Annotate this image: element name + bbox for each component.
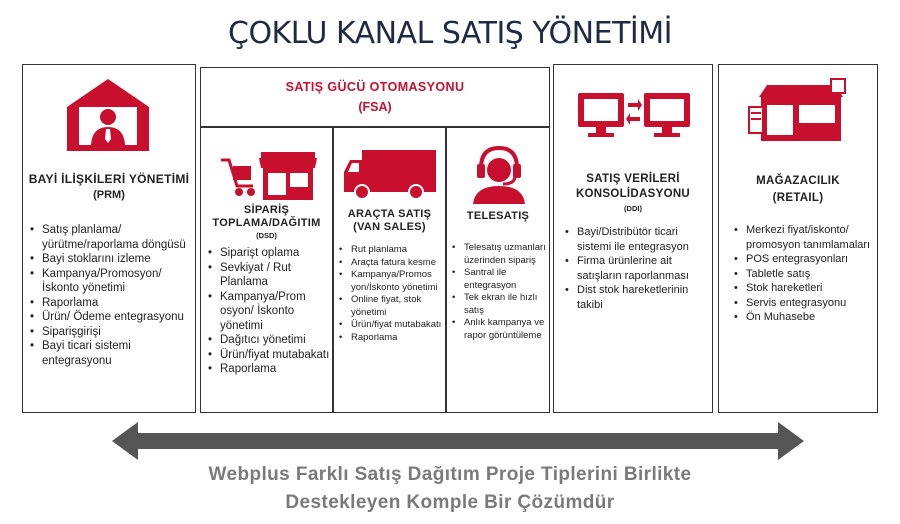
retail-subtitle: (RETAIL): [772, 192, 824, 204]
prm-panel: [22, 64, 196, 413]
list-item: • Merkezi fiyat/iskonto/ promosyon tanımlamaları: [733, 223, 877, 252]
list-item: • Ürün/fiyat mutabakatı: [207, 348, 331, 363]
van-list: [338, 244, 446, 344]
ddi-panel: [553, 64, 713, 413]
list-item: • Anlık kampanya ve rapor görüntüleme: [451, 317, 549, 342]
ddi-subtitle: (DDI): [624, 204, 642, 213]
retail-panel: [718, 64, 878, 413]
list-item: • Online fiyat, stok yönetimi: [338, 294, 446, 319]
van-subtitle: (VAN SALES): [353, 221, 426, 233]
list-item: • Kampanya/Promosyon/ İskonto yönetimi: [29, 267, 189, 296]
list-item: • Tabletle satış: [733, 267, 877, 282]
prm-title: BAYİ İLİŞKİLERİ YÖNETİMİ: [28, 172, 190, 186]
list-item: • Ürün/fiyat mutabakatı: [338, 319, 446, 332]
tele-panel: [446, 127, 550, 413]
prm-list: [29, 223, 189, 368]
list-item: • Raporlama: [29, 296, 189, 311]
prm-subtitle: (PRM): [93, 189, 125, 201]
list-item: • Ürün/ Ödeme entegrasyonu: [29, 310, 189, 325]
list-item: • Bayi ticari sistemi entegrasyonu: [29, 339, 189, 368]
ddi-title-line2: KONSOLİDASYONU: [575, 188, 691, 200]
list-item: • Stok hareketleri: [733, 281, 877, 296]
list-item: • POS entegrasyonları: [733, 252, 877, 267]
double-arrow-icon: [112, 420, 804, 462]
van-title: ARAÇTA SATIŞ: [347, 208, 432, 220]
list-item: • Rut planlama: [338, 244, 446, 257]
retail-list: [733, 223, 877, 325]
list-item: • Sevkiyat / Rut Planlama: [207, 261, 331, 290]
tele-list: [451, 242, 549, 342]
list-item: • Servis entegrasyonu: [733, 296, 877, 311]
list-item: • Tek ekran ile hızlı satış: [451, 292, 549, 317]
dsd-list: [207, 246, 331, 377]
page-title: ÇOKLU KANAL SATIŞ YÖNETİMİ: [228, 16, 672, 51]
retail-store-icon: [747, 77, 851, 143]
fsa-header: [200, 67, 550, 127]
dsd-title-line1: SİPARİŞ: [243, 204, 290, 216]
list-item: • Raporlama: [338, 332, 446, 345]
list-item: • Araçta fatura kesme: [338, 257, 446, 270]
fsa-subtitle: (FSA): [358, 100, 392, 114]
list-item: • Kampanya/Prom osyon/ İskonto yönetimi: [207, 290, 331, 334]
store-cart-icon: [219, 146, 317, 202]
list-item: • Raporlama: [207, 362, 331, 377]
list-item: • Kampanya/Promos yon/İskonto yönetimi: [338, 269, 446, 294]
list-item: • Santral ile entegrasyon: [451, 267, 549, 292]
list-item: • Firma ürünlerine ait satışların raporlanması: [564, 254, 710, 283]
list-item: • Siparişgirişi: [29, 325, 189, 340]
van-panel: [333, 127, 446, 413]
ddi-title-line1: SATIŞ VERİLERİ: [586, 173, 680, 185]
list-item: • Telesatış uzmanları üzerinden sipariş: [451, 242, 549, 267]
dsd-subtitle: (DSD): [256, 231, 277, 240]
retail-title: MAĞAZACILIK: [756, 175, 840, 187]
list-item: • Bayi stoklarını izleme: [29, 252, 189, 267]
list-item: • Dist stok hareketlerinin takibi: [564, 283, 710, 312]
fsa-title: SATIŞ GÜCÜ OTOMASYONU: [285, 80, 465, 94]
list-item: • Dağıtıcı yönetimi: [207, 333, 331, 348]
dsd-panel: [200, 127, 333, 413]
footer-line2: Destekleyen Komple Bir Çözümdür: [285, 492, 615, 513]
computer-sync-icon: [576, 91, 692, 141]
list-item: • Bayi/Distribütör ticari sistemi ile entegrasyon: [564, 225, 710, 254]
tele-title: TELESATIŞ: [466, 210, 530, 222]
dsd-title-line2: TOPLAMA/DAĞITIM: [212, 217, 321, 229]
user-house-icon: [65, 77, 151, 153]
list-item: • Satış planlama/ yürütme/raporlama döngüsü: [29, 223, 189, 252]
headset-operator-icon: [469, 142, 529, 204]
ddi-list: [564, 225, 710, 312]
list-item: • Siparişt oplama: [207, 246, 331, 261]
footer-line1: Webplus Farklı Satış Dağıtım Proje Tiplerini Birlikte: [208, 464, 692, 485]
list-item: • Ön Muhasebe: [733, 310, 877, 325]
delivery-truck-icon: [342, 146, 438, 202]
